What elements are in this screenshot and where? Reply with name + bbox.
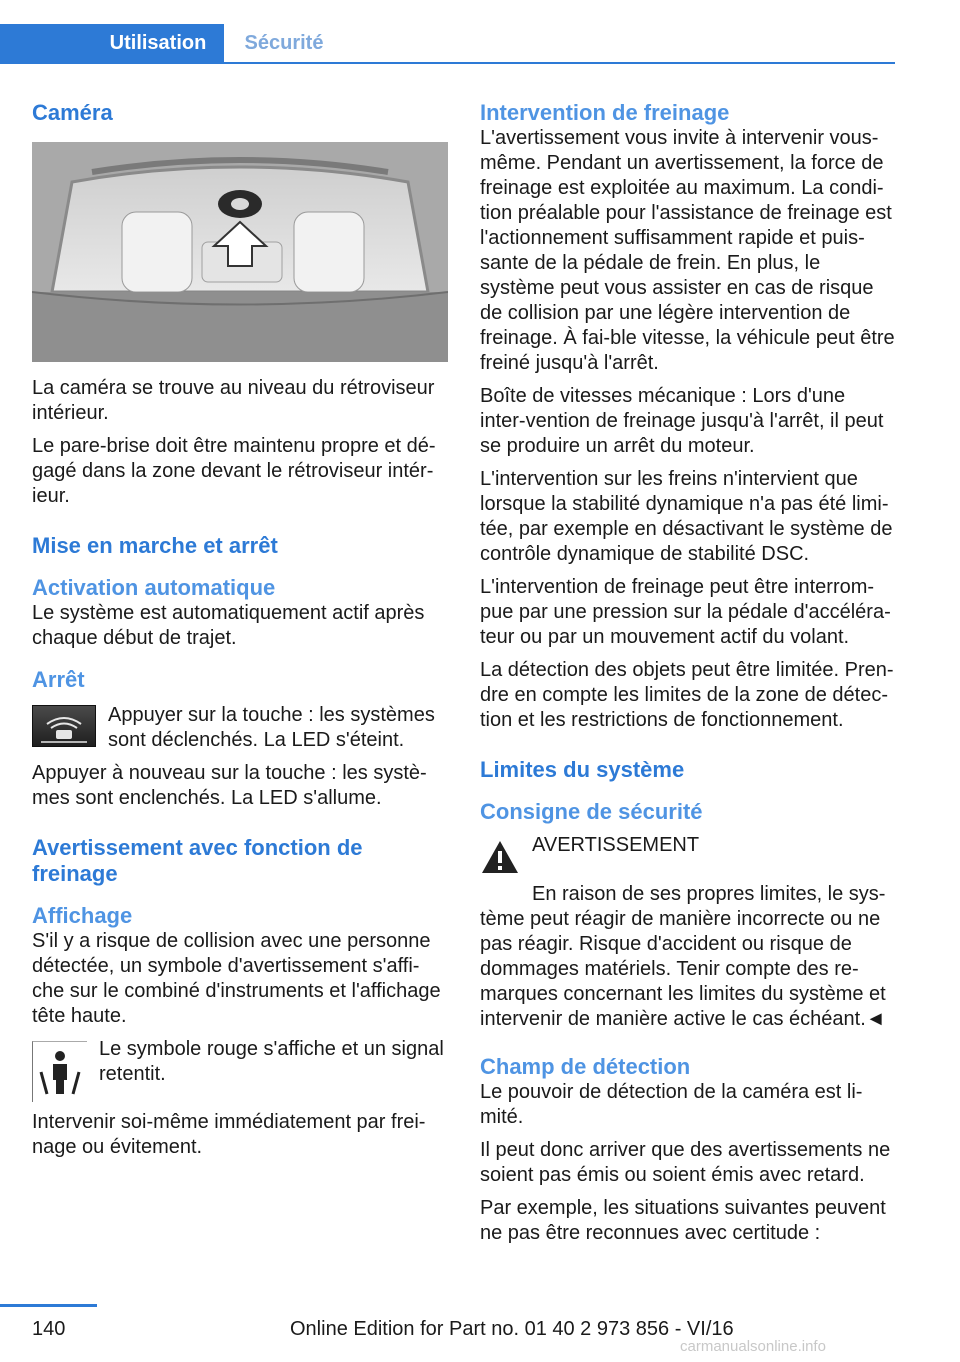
camera-photo: [32, 142, 448, 362]
watermark: carmanualsonline.info: [680, 1338, 826, 1355]
affichage-paragraph-1: S'il y a risque de collision avec une personne détectée, un symbole d'avertissement s'affi-che sur le combiné d'instruments et l'affichage tête haute.: [32, 930, 441, 1027]
intervention-paragraph-3: L'intervention sur les freins n'intervient que lorsque la stabilité dynamique n'a pas été limi-tée, par exemple en désactivant le système de contrôle dynamique de stabilité DSC.: [480, 468, 893, 565]
warning-row: [480, 833, 896, 882]
camera-heading: Caméra: [32, 100, 113, 125]
champ-paragraph-2: Il peut donc arriver que des avertissements ne soient pas émis ou soient émis avec retard.: [480, 1139, 891, 1186]
arret-paragraph-1: Appuyer sur la touche : les systèmes sont déclenchés. La LED s'éteint.: [108, 704, 435, 751]
arret-paragraph-2: Appuyer à nouveau sur la touche : les systè-mes sont enclenchés. La LED s'allume.: [32, 762, 427, 809]
warning-triangle-icon: [480, 833, 520, 882]
rear-window-illustration: [32, 142, 448, 362]
left-column: [32, 100, 448, 1168]
limites-heading: Limites du système: [480, 757, 685, 782]
arret-icon-row: [32, 703, 448, 753]
champ-heading: Champ de détection: [480, 1054, 691, 1079]
page-number: 140: [32, 1318, 66, 1340]
edition-label: Online Edition for Part no. 01 40 2 973 856 - VI/16: [290, 1318, 734, 1340]
activation-paragraph: Le système est automatiquement actif après chaque début de trajet.: [32, 602, 425, 649]
affichage-paragraph-3: Intervenir soi-même immédiatement par frei-nage ou évitement.: [32, 1111, 426, 1158]
affichage-icon-row: [32, 1037, 448, 1102]
activation-heading: Activation automatique: [32, 575, 276, 600]
tab-bar: [0, 24, 895, 64]
warning-title: AVERTISSEMENT: [532, 834, 700, 856]
consigne-heading: Consigne de sécurité: [480, 799, 703, 824]
intervention-paragraph-2: Boîte de vitesses mécanique : Lors d'une inter-vention de freinage jusqu'à l'arrêt, il peut se produire un arrêt du moteur.: [480, 385, 884, 457]
intervention-paragraph-4: L'intervention de freinage peut être interrom-pue par une pression sur la pédale d'accéléra-teur ou par un mouvement actif du volant.: [480, 576, 891, 648]
footer-accent-line: [0, 1304, 97, 1307]
affichage-heading: Affichage: [32, 903, 133, 928]
tab-utilisation[interactable]: [0, 24, 224, 62]
affichage-paragraph-2: Le symbole rouge s'affiche et un signal retentit.: [99, 1038, 444, 1085]
mise-en-marche-heading: Mise en marche et arrêt: [32, 533, 278, 558]
tab-utilisation-label: Utilisation: [109, 32, 207, 54]
tab-securite[interactable]: Sécurité: [244, 32, 324, 54]
camera-paragraph-2: Le pare-brise doit être maintenu propre et dé-gagé dans la zone devant le rétroviseur intér-ieur.: [32, 435, 436, 507]
camera-paragraph-1: La caméra se trouve au niveau du rétroviseur intérieur.: [32, 377, 435, 424]
intervention-heading: Intervention de freinage: [480, 100, 730, 125]
pedestrian-warning-icon: [32, 1037, 87, 1102]
intervention-paragraph-1: L'avertissement vous invite à intervenir vous-même. Pendant un avertissement, la force de freinage est exploitée au maximum. La condi-tion préalable pour l'assistance de freinage est l'actionnement suffisamment rapide et puis-sante de la pédale de frein. En plus, le système peut vous assister en cas de risque de collision par une légère intervention de freinage. À fai-ble vitesse, la véhicule peut être freiné jusqu'à l'arrêt.: [480, 127, 895, 374]
champ-paragraph-3: Par exemple, les situations suivantes peuvent ne pas être reconnues avec certitude :: [480, 1197, 886, 1244]
arret-heading: Arrêt: [32, 667, 85, 692]
warning-title-block: [532, 833, 699, 858]
champ-paragraph-1: Le pouvoir de détection de la caméra est li-mité.: [480, 1081, 863, 1128]
warning-text: En raison de ses propres limites, le sys-tème peut réagir de manière incorrecte ou ne pas réagir. Risque d'accident ou risque de dommages matériels. Tenir compte des re-marques concernant les limites du système et intervenir de manière active le cas échéant.◄: [480, 883, 886, 1030]
avertissement-heading: Avertissement avec fonction de freinage: [32, 835, 363, 886]
collision-warning-button-icon: [32, 703, 96, 747]
right-column: [480, 100, 896, 1254]
intervention-paragraph-5: La détection des objets peut être limitée. Pren-dre en compte les limites de la zone de détec-tion et les restrictions de fonctionnement.: [480, 659, 894, 731]
